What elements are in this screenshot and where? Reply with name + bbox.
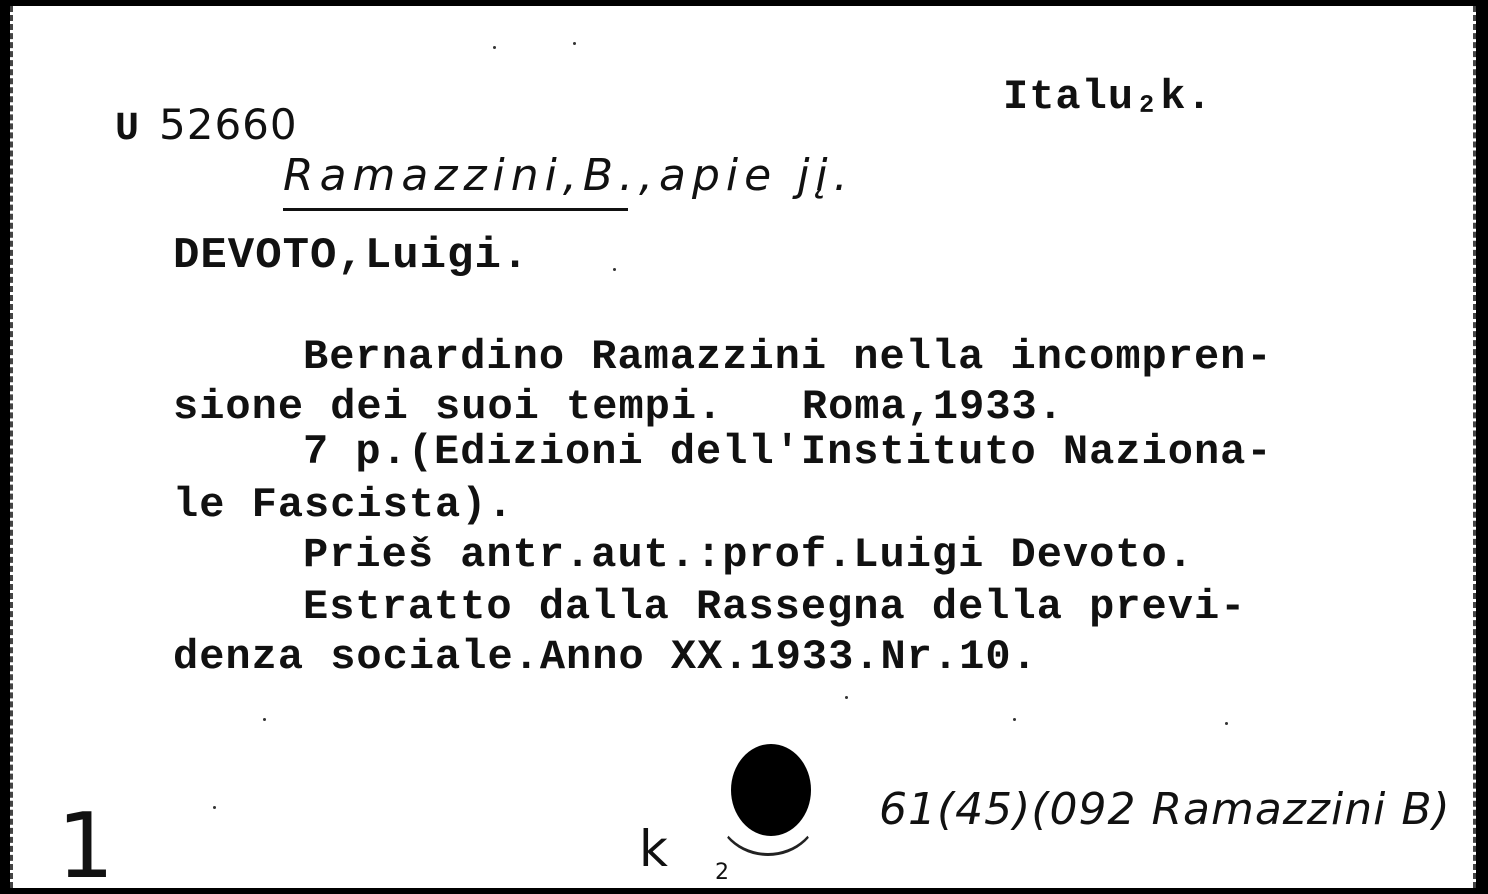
speck bbox=[573, 42, 576, 45]
author-heading: DEVOTO,Luigi. bbox=[173, 231, 530, 281]
handwritten-note: Ramazzini,B.,apie jį. bbox=[283, 150, 854, 201]
title-line-1: Bernardino Ramazzini nella incompren- bbox=[303, 333, 1273, 381]
speck bbox=[263, 718, 266, 721]
margin-mark-middle: k bbox=[639, 820, 668, 878]
handwritten-underline bbox=[283, 208, 628, 211]
call-number-value: 52660 bbox=[159, 100, 298, 149]
location-code: Italu₂k. bbox=[1003, 73, 1213, 121]
catalog-card bbox=[10, 6, 1476, 888]
note-extract-line-2: denza sociale.Anno XX.1933.Nr.10. bbox=[173, 633, 1038, 681]
call-number-prefix: U bbox=[115, 107, 142, 152]
margin-mark-left: 1 bbox=[57, 794, 115, 888]
speck bbox=[1225, 722, 1228, 725]
call-number bbox=[115, 100, 298, 152]
speck bbox=[845, 696, 848, 699]
collation-line-1: 7 p.(Edizioni dell'Instituto Naziona- bbox=[303, 428, 1273, 476]
title-line-2: sione dei suoi tempi. Roma,1933. bbox=[173, 383, 1064, 431]
margin-mark-small: 2 bbox=[715, 860, 729, 885]
collation-line-2: le Fascista). bbox=[173, 481, 514, 529]
punch-hole bbox=[731, 744, 811, 836]
speck bbox=[493, 46, 496, 49]
classification-number: 61(45)(092 Ramazzini B) bbox=[879, 784, 1451, 835]
speck bbox=[213, 806, 216, 809]
note-extract-line-1: Estratto dalla Rassegna della previ- bbox=[303, 583, 1247, 631]
speck bbox=[613, 268, 616, 271]
speck bbox=[1013, 718, 1016, 721]
note-author-line: Prieš antr.aut.:prof.Luigi Devoto. bbox=[303, 531, 1194, 579]
